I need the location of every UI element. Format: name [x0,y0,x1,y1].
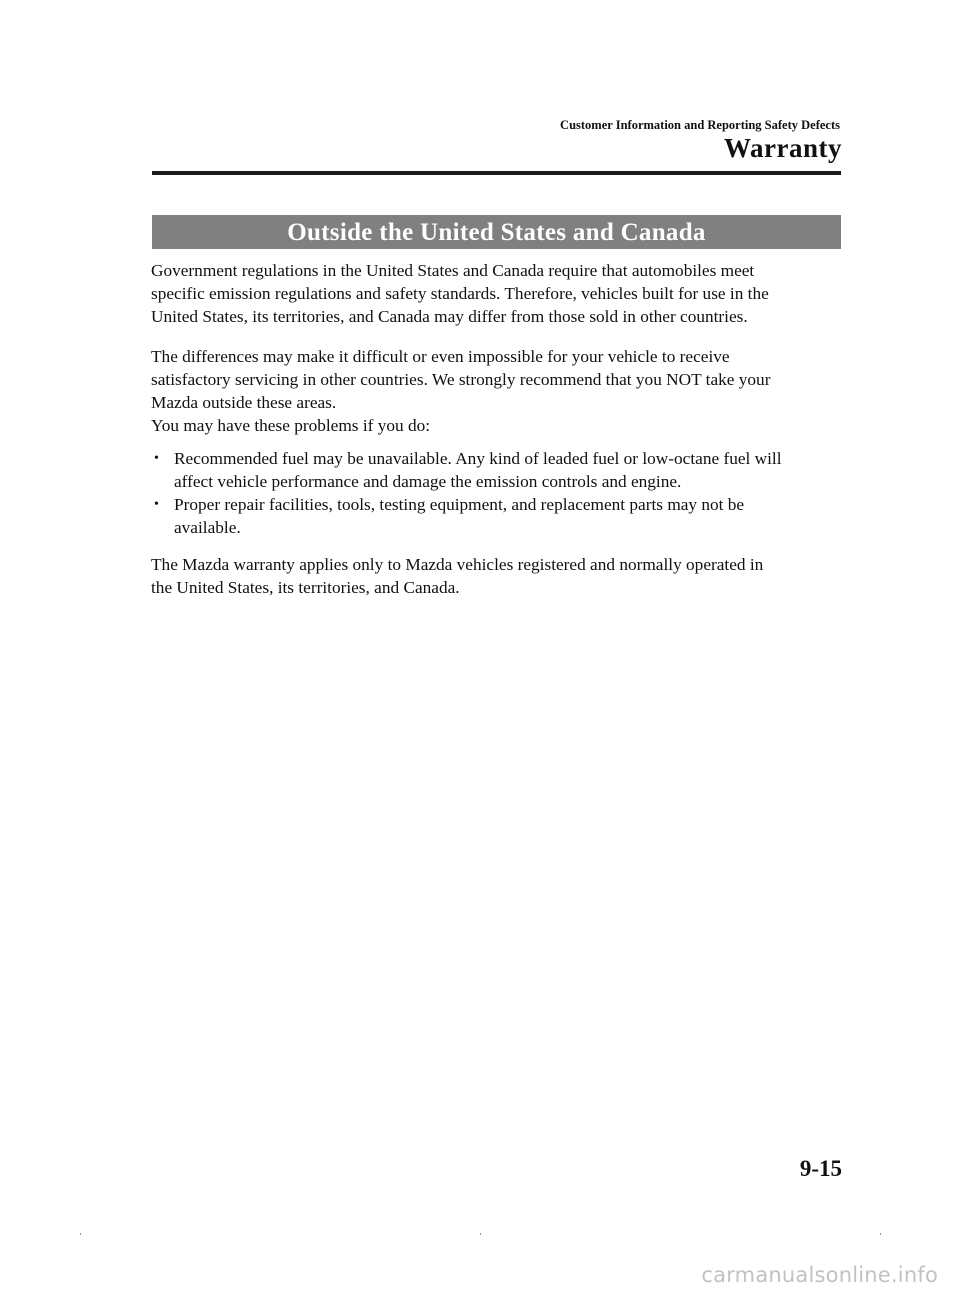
paragraph-line: The Mazda warranty applies only to Mazda vehicles registered and normally operated in [151,555,764,574]
watermark: carmanualsonline.info [701,1263,938,1287]
paragraph-line: Government regulations in the United States and Canada require that automobiles meet [151,261,755,280]
paragraph-line: specific emission regulations and safety standards. Therefore, vehicles built for use in the [151,284,769,303]
crop-mark [480,1233,481,1235]
paragraph-line: You may have these problems if you do: [151,416,431,435]
list-item [151,447,843,493]
problems-list [151,447,843,539]
list-item-line: affect vehicle performance and damage the emission controls and engine. [174,472,682,491]
paragraph-differences [151,345,843,437]
bullet-icon: • [154,451,159,466]
list-item-line: Recommended fuel may be unavailable. Any kind of leaded fuel or low-octane fuel will [174,449,782,468]
crop-mark [80,1233,81,1235]
crop-mark [880,1233,881,1235]
paragraph-warranty-scope [151,553,843,599]
paragraph-regulations [151,259,843,328]
bullet-icon: • [154,497,159,512]
list-item-line: available. [174,518,241,537]
section-heading: Outside the United States and Canada [152,215,841,249]
paragraph-line: United States, its territories, and Canada may differ from those sold in other countries. [151,307,748,326]
chapter-title: Warranty [724,133,842,163]
list-item [151,493,843,539]
paragraph-line: Mazda outside these areas. [151,393,337,412]
paragraph-line: the United States, its territories, and Canada. [151,578,460,597]
paragraph-line: satisfactory servicing in other countries. We strongly recommend that you NOT take your [151,370,771,389]
running-head: Customer Information and Reporting Safety Defects [560,118,840,132]
paragraph-line: The differences may make it difficult or even impossible for your vehicle to receive [151,347,730,366]
page-number: 9-15 [799,1156,842,1181]
header-rule [152,171,841,175]
list-item-line: Proper repair facilities, tools, testing equipment, and replacement parts may not be [174,495,745,514]
